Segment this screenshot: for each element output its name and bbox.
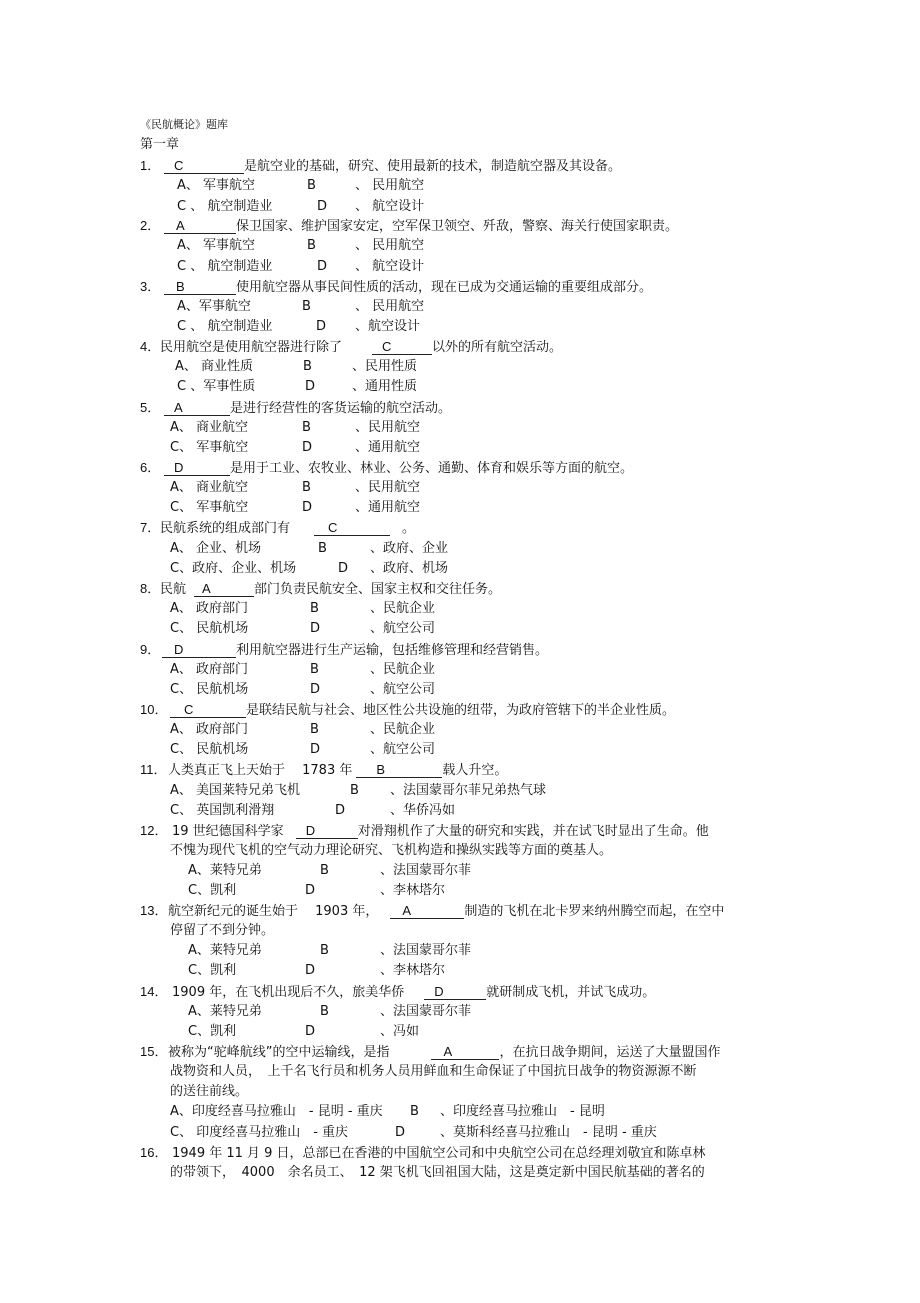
option-c: C、 民航机场	[170, 682, 249, 697]
option-a: A、 企业、机场	[170, 541, 262, 556]
answer-blank: D	[162, 642, 236, 658]
option-d-letter: D	[302, 440, 313, 455]
option-d: 、华侨冯如	[390, 803, 456, 818]
question-number: 8．	[140, 581, 161, 596]
option-d: 、 航空设计	[355, 199, 425, 214]
question-text: 是航空业的基础，研究、使用最新的技术，制造航空器及其设备。	[244, 159, 622, 174]
option-d-letter: D	[305, 883, 316, 898]
question-text: 以外的所有航空活动。	[432, 340, 563, 355]
question-text: 保卫国家、维护国家安定，空军保卫领空、歼敌，警察、海关行使国家职责。	[236, 219, 679, 234]
answer-blank: C	[314, 520, 390, 536]
option-c: C、 英国凯利滑翔	[170, 803, 275, 818]
option-d: 、通用航空	[355, 500, 421, 515]
option-d: 、通用航空	[355, 440, 421, 455]
option-a: A、 政府部门	[170, 601, 249, 616]
answer-blank: A	[390, 903, 464, 919]
question-15: 15．被称为“驼峰航线”的空中运输线，是指 A ，在抗日战争期间，运送了大量盟国作	[140, 1044, 721, 1060]
question-1	[140, 157, 621, 176]
option-b-letter: B	[320, 943, 329, 958]
question-8: 8．民航 A 部门负责民航安全、国家主权和交往任务。	[140, 581, 502, 597]
option-b-letter: B	[320, 863, 329, 878]
question-14: 14． 1909 年，在飞机出现后不久，旅美华侨 D 就研制成飞机，并试飞成功。	[140, 984, 656, 1000]
question-number: 6．	[140, 460, 161, 475]
option-a: A、 军事航空	[177, 178, 256, 193]
option-b: 、政府、企业	[370, 541, 449, 556]
question-2	[140, 217, 678, 236]
option-b-letter: B	[310, 662, 319, 677]
option-b: 、民航企业	[370, 601, 436, 616]
question-text: 是联结民航与社会、地区性公共设施的纽带，为政府管辖下的半企业性质。	[246, 703, 676, 718]
option-c: C 、 航空制造业	[177, 319, 273, 334]
question-text-continued: 的带领下， 4000 余名员工、 12 架飞机飞回祖国大陆，这是奠定新中国民航基础的著名的	[170, 1165, 705, 1180]
option-c: C、 民航机场	[170, 621, 249, 636]
option-b-letter: B	[307, 238, 316, 253]
question-number: 1．	[140, 158, 161, 173]
option-d-letter: D	[310, 742, 321, 757]
option-d-letter: D	[335, 803, 346, 818]
option-a: A、 政府部门	[170, 722, 249, 737]
option-a: A、印度经喜马拉雅山 - 昆明 - 重庆	[170, 1104, 383, 1119]
option-d: 、莫斯科经喜马拉雅山 - 昆明 - 重庆	[440, 1125, 657, 1140]
question-number: 15．	[140, 1044, 168, 1059]
question-13: 13．航空新纪元的诞生始于 1903 年， A 制造的飞机在北卡罗来纳州腾空而起，在空中	[140, 903, 725, 919]
option-b: 、民航企业	[370, 662, 436, 677]
option-d-letter: D	[317, 259, 328, 274]
question-number: 16．	[140, 1145, 168, 1160]
option-d: 、航空公司	[370, 621, 436, 636]
question-number: 12．	[140, 823, 168, 838]
question-text-continued: 的送往前线。	[170, 1084, 249, 1099]
option-d: 、 航空设计	[355, 259, 425, 274]
option-b: 、 民用航空	[355, 238, 425, 253]
option-c: C、凯利	[188, 883, 237, 898]
option-d-letter: D	[317, 199, 328, 214]
option-b: 、民用性质	[352, 359, 418, 374]
option-c: C 、 航空制造业	[177, 199, 273, 214]
answer-blank: A	[164, 400, 230, 416]
option-a: A、 商业航空	[170, 480, 249, 495]
question-text: 使用航空器从事民间性质的活动，现在已成为交通运输的重要组成部分。	[236, 280, 653, 295]
option-d: 、航空公司	[370, 742, 436, 757]
answer-blank: C	[164, 158, 244, 174]
option-b: 、法国蒙哥尔菲	[380, 863, 472, 878]
option-b-letter: B	[318, 541, 327, 556]
option-a: A、 美国莱特兄弟飞机	[170, 783, 301, 798]
question-text-continued: 战物资和人员， 上千名飞行员和机务人员用鲜血和生命保证了中国抗日战争的物资源源不断	[170, 1064, 697, 1079]
option-d-letter: D	[338, 561, 349, 576]
question-number: 13．	[140, 903, 168, 918]
option-d: 、冯如	[380, 1024, 420, 1039]
option-c: C、 印度经喜马拉雅山 - 重庆	[170, 1125, 349, 1140]
question-text: 是进行经营性的客货运输的航空活动。	[230, 401, 452, 416]
option-b: 、法国蒙哥尔菲	[380, 943, 472, 958]
question-number: 5．	[140, 400, 161, 415]
option-b-letter: B	[303, 359, 312, 374]
question-text: 对滑翔机作了大量的研究和实践，并在试飞时显出了生命。他	[357, 824, 709, 839]
option-d: 、通用性质	[352, 379, 418, 394]
option-c: C、 军事航空	[170, 500, 249, 515]
question-text-continued: 停留了不到分钟。	[170, 923, 275, 938]
option-c: C 、 航空制造业	[177, 259, 273, 274]
option-b: 、法国蒙哥尔菲兄弟热气球	[390, 783, 547, 798]
option-b: 、民用航空	[355, 480, 421, 495]
option-b-letter: B	[310, 601, 319, 616]
option-b-letter: B	[350, 783, 359, 798]
option-d: 、政府、机场	[370, 561, 449, 576]
answer-blank: A	[431, 1044, 499, 1060]
option-d: 、航空公司	[370, 682, 436, 697]
option-b: 、民用航空	[355, 420, 421, 435]
question-text-continued: 不愧为现代飞机的空气动力理论研究、飞机构造和操纵实践等方面的奠基人。	[170, 843, 613, 858]
question-11: 11． 人类真正飞上天始于 1783 年 B 载人升空。	[140, 762, 508, 778]
option-d: 、李林塔尔	[380, 883, 446, 898]
answer-blank: B	[164, 279, 236, 295]
question-5	[140, 399, 451, 418]
option-d-letter: D	[305, 1024, 316, 1039]
answer-blank: C	[170, 702, 246, 718]
option-b: 、 民用航空	[355, 299, 425, 314]
option-d-letter: D	[302, 500, 313, 515]
option-d-letter: D	[316, 319, 327, 334]
question-text: ，在抗日战争期间，运送了大量盟国作	[499, 1045, 721, 1060]
option-b-letter: B	[410, 1104, 419, 1119]
option-a: A、莱特兄弟	[188, 863, 262, 878]
option-d-letter: D	[395, 1125, 406, 1140]
option-c: C、凯利	[188, 963, 237, 978]
option-b-letter: B	[302, 299, 311, 314]
question-number: 4．	[140, 339, 161, 354]
option-d-letter: D	[305, 963, 316, 978]
question-text: 部门负责民航安全、国家主权和交往任务。	[254, 582, 502, 597]
answer-blank: D	[424, 984, 486, 1000]
question-7: 7．民航系统的组成部门有 C 。	[140, 520, 416, 536]
question-4: 4．民用航空是使用航空器进行除了 C 以外的所有航空活动。	[140, 339, 563, 355]
question-number: 11．	[140, 762, 167, 777]
question-text: 利用航空器进行生产运输，包括维修管理和经营销售。	[236, 643, 549, 658]
question-number: 9．	[140, 642, 161, 657]
question-12: 12． 19 世纪德国科学家 D 对滑翔机作了大量的研究和实践，并在试飞时显出了生命。他	[140, 823, 709, 839]
question-text: 。	[402, 521, 416, 536]
answer-blank: A	[164, 218, 236, 234]
option-d: 、航空设计	[355, 319, 421, 334]
option-b: 、 民用航空	[355, 178, 425, 193]
option-a: A、 商业性质	[175, 359, 254, 374]
question-number: 14．	[140, 984, 168, 999]
question-16	[140, 1144, 706, 1163]
option-b-letter: B	[310, 722, 319, 737]
option-c: C、凯利	[188, 1024, 237, 1039]
option-b-letter: B	[302, 480, 311, 495]
question-text: 载人升空。	[442, 763, 508, 778]
option-c: C、 军事航空	[170, 440, 249, 455]
option-b: 、民航企业	[370, 722, 436, 737]
option-b-letter: B	[320, 1004, 329, 1019]
question-text: 是用于工业、农牧业、林业、公务、通勤、体育和娱乐等方面的航空。	[230, 461, 634, 476]
answer-blank: A	[194, 581, 254, 597]
option-c: C、 民航机场	[170, 742, 249, 757]
option-d-letter: D	[310, 682, 321, 697]
option-a: A、莱特兄弟	[188, 1004, 262, 1019]
option-a: A、 政府部门	[170, 662, 249, 677]
question-6	[140, 459, 633, 478]
answer-blank: D	[296, 823, 358, 839]
option-a: A、 军事航空	[177, 238, 256, 253]
option-c: C 、军事性质	[177, 379, 256, 394]
option-d-letter: D	[305, 379, 316, 394]
option-d-letter: D	[310, 621, 321, 636]
question-10	[140, 701, 675, 720]
option-c: C、政府、企业、机场	[170, 561, 297, 576]
answer-blank: D	[164, 460, 230, 476]
question-text: 制造的飞机在北卡罗来纳州腾空而起，在空中	[464, 904, 725, 919]
option-b: 、法国蒙哥尔菲	[380, 1004, 472, 1019]
question-number: 2．	[140, 218, 161, 233]
option-b-letter: B	[302, 420, 311, 435]
answer-blank: C	[372, 339, 432, 355]
question-3	[140, 278, 652, 297]
question-number: 7．	[140, 520, 161, 535]
chapter-heading: 第一章	[140, 137, 180, 152]
question-text: 就研制成飞机，并试飞成功。	[486, 985, 656, 1000]
answer-blank: B	[356, 762, 442, 778]
option-b: 、印度经喜马拉雅山 - 昆明	[440, 1104, 605, 1119]
option-d: 、李林塔尔	[380, 963, 446, 978]
option-a: A、 商业航空	[170, 420, 249, 435]
question-number: 3．	[140, 279, 161, 294]
question-9	[140, 641, 548, 660]
option-a: A、军事航空	[177, 299, 251, 314]
question-text: 1949 年 11 月 9 日，总部已在香港的中国航空公司和中央航空公司在总经理刘敬宜和陈卓林	[172, 1146, 706, 1161]
option-a: A、莱特兄弟	[188, 943, 262, 958]
document-title: 《民航概论》题库	[140, 118, 228, 131]
option-b-letter: B	[307, 178, 316, 193]
question-number: 10．	[140, 702, 168, 717]
